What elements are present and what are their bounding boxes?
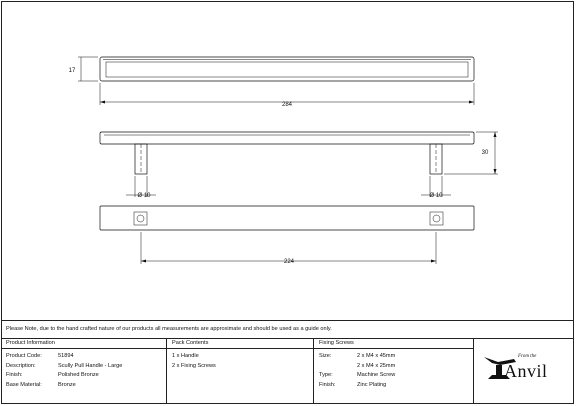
fixing-screws-panel (314, 339, 474, 404)
height-label: 30 (481, 150, 489, 156)
from-the-anvil-logo (474, 339, 574, 404)
size-row-2 (314, 362, 473, 372)
depth-label: 17 (68, 68, 76, 74)
height-arrow-top (494, 132, 497, 137)
measurement-note: Please Note, due to the hand crafted nature of our products all measurements are approximate and should be used as a guide only. (1, 320, 574, 339)
centres-label: 224 (283, 259, 295, 265)
row-value: Scully Pull Handle - Large (58, 362, 123, 369)
handle-bottom-outline (100, 206, 474, 230)
left-fixing-hole (137, 215, 144, 222)
length-arrow-left (100, 101, 105, 104)
row-label: Finish: (6, 372, 23, 378)
height-arrow-bottom (494, 169, 497, 174)
product-information-panel (1, 339, 167, 404)
centres-arrow-right (431, 260, 436, 263)
pack-item: 1 x Handle (172, 353, 199, 359)
row-label: Product Code: (6, 353, 42, 359)
row-value: Machine Screw (357, 372, 396, 378)
centres-arrow-left (141, 260, 146, 263)
top-view (69, 57, 474, 108)
row-value: Polished Bronze (58, 372, 99, 378)
product-code-row (1, 352, 166, 362)
bottom-view (100, 206, 474, 265)
screw-finish-row (314, 381, 473, 391)
row-label (314, 362, 357, 372)
row-label: Type: (319, 372, 333, 378)
row-value: Zinc Plating (357, 381, 387, 388)
row-value: Bronze (58, 381, 76, 388)
logo-word: Anvil (504, 361, 548, 381)
left-diameter-label: Ø 10 (137, 193, 151, 199)
handle-top-inner (106, 62, 468, 77)
right-fixing-square (430, 212, 443, 225)
type-row (314, 371, 473, 381)
row-value: 51894 (58, 353, 74, 359)
row-value: 2 x M4 x 45mm (357, 353, 396, 359)
handle-side-bar (100, 132, 474, 144)
handle-top-outline (100, 57, 474, 81)
pack-contents-panel (167, 339, 314, 404)
pack-item: 2 x Fixing Screws (172, 362, 216, 369)
row-value: 2 x M4 x 25mm (357, 362, 396, 369)
pack-contents-header: Pack Contents (167, 339, 313, 349)
description-row (1, 362, 166, 372)
length-arrow-right (469, 101, 474, 104)
row-label: Base Material: (6, 381, 42, 388)
row-label: Description: (6, 362, 36, 369)
finish-row (1, 371, 166, 381)
length-label: 284 (281, 102, 293, 108)
right-fixing-hole (433, 215, 440, 222)
row-label: Size: (319, 353, 332, 359)
size-row (314, 352, 473, 362)
logo-small-text: From the (518, 354, 537, 359)
side-view (100, 132, 498, 199)
right-diameter-label: Ø 10 (429, 193, 443, 199)
left-fixing-square (134, 212, 147, 225)
base-material-row (1, 381, 166, 391)
fixing-screws-header: Fixing Screws (314, 339, 473, 349)
product-information-header: Product Information (1, 339, 166, 349)
row-label: Finish: (319, 381, 336, 388)
